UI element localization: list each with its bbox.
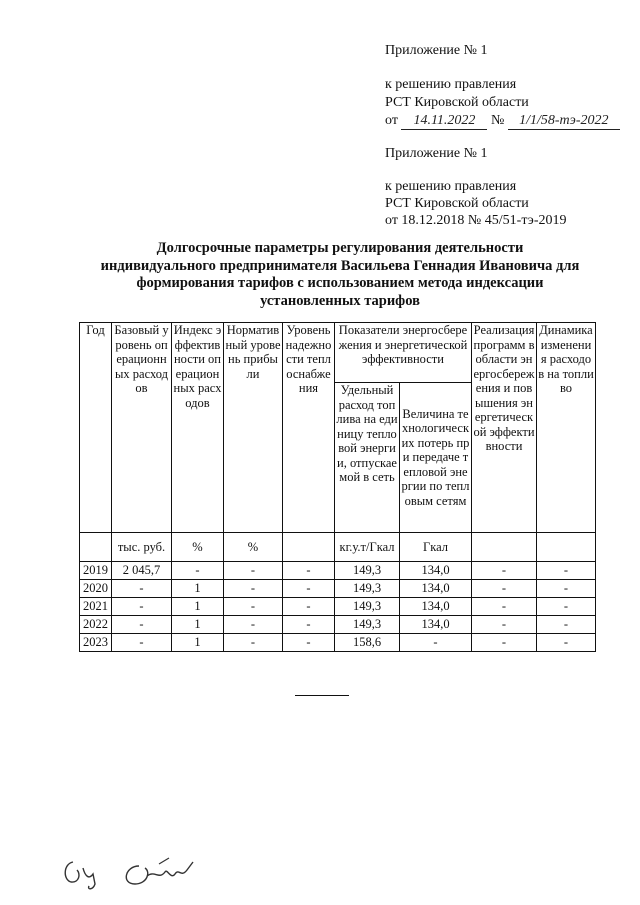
old-appendix-title: Приложение № 1 [385,146,488,161]
header-year: Год [80,323,112,533]
table-row [80,634,596,652]
cell-dynamics: - [537,616,596,634]
table-row [80,580,596,598]
cell-profit: - [224,580,283,598]
cell-year: 2022 [80,616,112,634]
cell-losses: - [400,634,472,652]
unit-year [80,533,112,562]
cell-profit: - [224,616,283,634]
cell-base: - [112,598,172,616]
cell-base: - [112,634,172,652]
cell-fuel: 149,3 [335,562,400,580]
signature-mark [55,850,215,895]
cell-base: 2 045,7 [112,562,172,580]
document-heading [60,240,620,310]
appendix-authority: РСТ Кировской области [385,95,529,110]
cell-base: - [112,616,172,634]
cell-reliability: - [283,634,335,652]
cell-programs: - [472,598,537,616]
old-appendix-decision-label: к решению правления [385,179,517,194]
cell-base: - [112,580,172,598]
unit-losses: Гкал [400,533,472,562]
cell-dynamics: - [537,562,596,580]
cell-profit: - [224,634,283,652]
cell-programs: - [472,580,537,598]
cell-index: - [172,562,224,580]
cell-index: 1 [172,598,224,616]
old-appendix-reference: от 18.12.2018 № 45/51-тэ-2019 [385,213,567,228]
unit-base: тыс. руб. [112,533,172,562]
unit-fuel: кг.у.т/Гкал [335,533,400,562]
header-reliability: Уровень надежности теплоснабжения [283,323,335,533]
cell-fuel: 149,3 [335,616,400,634]
old-appendix-authority: РСТ Кировской области [385,196,529,211]
cell-programs: - [472,616,537,634]
header-programs: Реализация программ в области энергосбережения и повышения энергетической эффективности [472,323,537,533]
cell-index: 1 [172,634,224,652]
end-separator [295,695,349,696]
cell-reliability: - [283,580,335,598]
cell-profit: - [224,598,283,616]
appendix-decision-label: к решению правления [385,77,517,92]
cell-index: 1 [172,616,224,634]
unit-profit: % [224,533,283,562]
unit-programs [472,533,537,562]
cell-losses: 134,0 [400,616,472,634]
heading-line-3: формирования тарифов с использованием метода индексации [136,275,544,291]
header-energy-group: Показатели энергосбережения и энергетической эффективности [335,323,472,383]
header-efficiency-index: Индекс эффективности операционных расходов [172,323,224,533]
header-base-level: Базовый уровень операционных расходов [112,323,172,533]
unit-reliability [283,533,335,562]
units-row [80,533,596,562]
cell-year: 2019 [80,562,112,580]
appendix-date-line [385,112,620,130]
cell-losses: 134,0 [400,580,472,598]
header-profit-level: Нормативный уровень прибыли [224,323,283,533]
header-specific-fuel: Удельный расход топлива на единицу тепловой энергии, отпускаемой в сеть [335,383,400,533]
cell-dynamics: - [537,580,596,598]
table-row [80,598,596,616]
number-label: № [490,113,505,128]
cell-losses: 134,0 [400,562,472,580]
cell-year: 2023 [80,634,112,652]
unit-dynamics [537,533,596,562]
table-row [80,562,596,580]
appendix-title: Приложение № 1 [385,43,488,58]
cell-profit: - [224,562,283,580]
cell-fuel: 158,6 [335,634,400,652]
cell-year: 2020 [80,580,112,598]
header-row-top [80,323,596,383]
from-label: от [385,113,398,128]
cell-dynamics: - [537,634,596,652]
heading-line-4: установленных тарифов [260,292,420,309]
heading-line-2: индивидуального предпринимателя Васильева Геннадия Ивановича для [100,257,580,274]
cell-year: 2021 [80,598,112,616]
cell-reliability: - [283,616,335,634]
cell-reliability: - [283,598,335,616]
parameters-table [79,322,596,652]
header-tech-losses: Величина технологических потерь при передаче тепловой энергии по тепловым сетям [400,383,472,533]
header-fuel-dynamics: Динамика изменения расходов на топливо [537,323,596,533]
cell-fuel: 149,3 [335,580,400,598]
cell-dynamics: - [537,598,596,616]
heading-line-1: Долгосрочные параметры регулирования деятельности [156,240,524,256]
handwritten-number: 1/1/58-тэ-2022 [508,112,620,130]
unit-index: % [172,533,224,562]
cell-reliability: - [283,562,335,580]
cell-index: 1 [172,580,224,598]
cell-programs: - [472,562,537,580]
table-row [80,616,596,634]
cell-losses: 134,0 [400,598,472,616]
cell-fuel: 149,3 [335,598,400,616]
cell-programs: - [472,634,537,652]
handwritten-date: 14.11.2022 [401,112,487,130]
